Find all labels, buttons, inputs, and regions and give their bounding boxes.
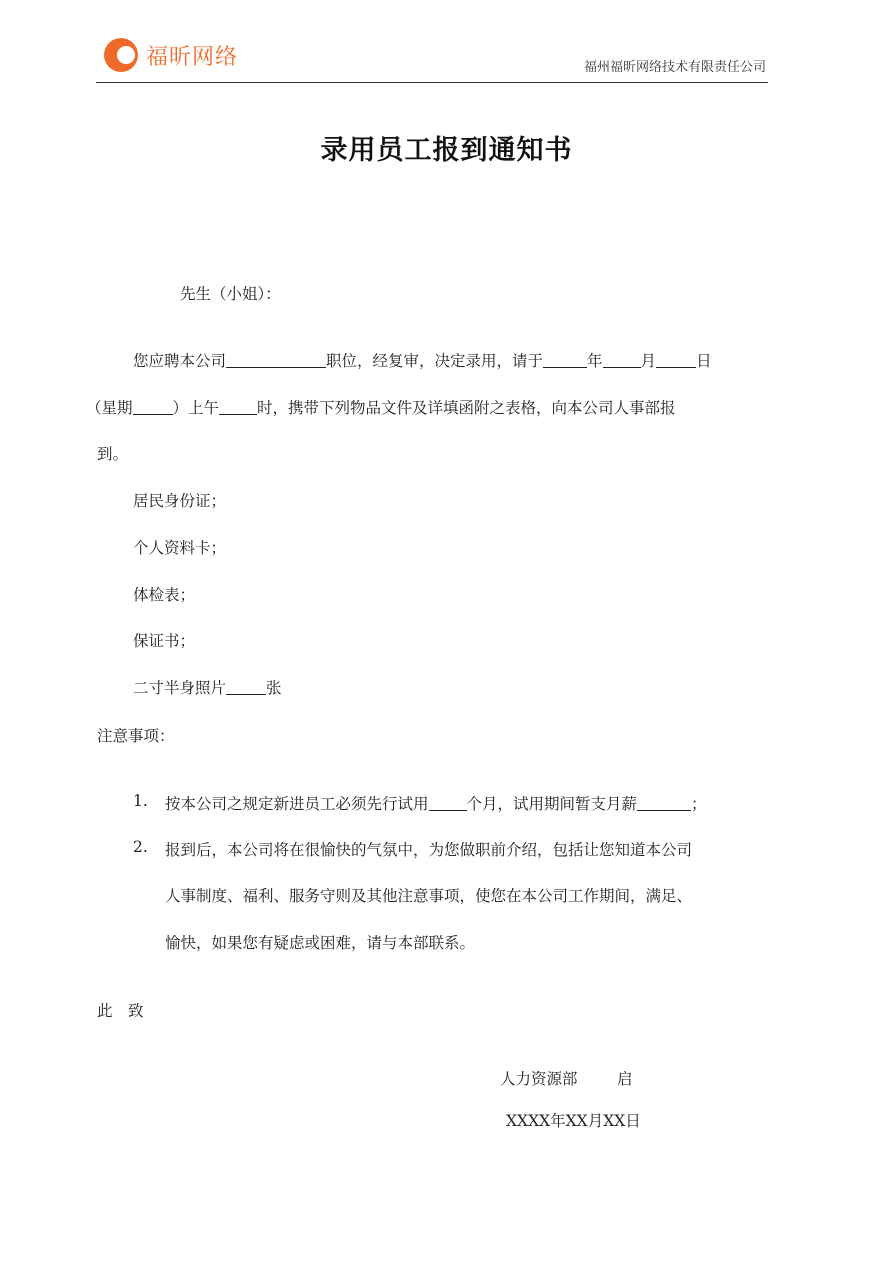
body-text: 您应聘本公司 xyxy=(133,352,227,370)
day-blank[interactable] xyxy=(656,352,696,368)
note-1 xyxy=(165,792,707,814)
body-text: 月 xyxy=(640,352,657,370)
salutation: 先生（小姐）： xyxy=(180,285,281,303)
weekday-blank[interactable] xyxy=(133,399,173,415)
photo-count-blank[interactable] xyxy=(226,679,266,695)
body-text: （星期 xyxy=(86,399,133,417)
logo xyxy=(104,38,238,72)
note-text: ； xyxy=(691,795,707,813)
signature-date: XXXX年XX月XX日 xyxy=(506,1112,641,1130)
item-photo xyxy=(133,676,282,698)
body-text: 职位，经复审，决定录用，请于 xyxy=(326,352,544,370)
body-text: 时，携带下列物品文件及详填函附之表格，向本公司人事部报 xyxy=(257,399,676,417)
photo-unit: 张 xyxy=(266,679,282,697)
logo-icon xyxy=(104,38,138,72)
signature-qi: 启 xyxy=(617,1070,633,1088)
month-blank[interactable] xyxy=(603,352,641,368)
document-title: 录用员工报到通知书 xyxy=(320,135,573,166)
page-header xyxy=(96,34,768,83)
item-profile-card: 个人资料卡； xyxy=(133,539,227,557)
body-text: ）上午 xyxy=(172,399,220,417)
signature-dept: 人力资源部 xyxy=(500,1070,578,1088)
position-blank[interactable] xyxy=(226,352,326,368)
note-2-number: 2. xyxy=(133,838,148,856)
body-line-1 xyxy=(133,349,712,371)
item-guarantee: 保证书； xyxy=(133,632,196,650)
photo-text: 二寸半身照片 xyxy=(133,679,227,697)
note-2-line-3: 愉快，如果您有疑虑或困难，请与本部联系。 xyxy=(165,934,476,952)
company-name: 福州福昕网络技术有限责任公司 xyxy=(583,60,766,75)
hour-blank[interactable] xyxy=(219,399,257,415)
note-2-line-2: 人事制度、福利、服务守则及其他注意事项，使您在本公司工作期间，满足、 xyxy=(165,887,693,905)
item-medical-form: 体检表； xyxy=(133,586,196,604)
body-line-2 xyxy=(86,396,676,418)
item-id-card: 居民身份证； xyxy=(133,492,227,510)
closing: 此 致 xyxy=(97,1002,144,1020)
year-blank[interactable] xyxy=(543,352,587,368)
body-line-3: 到。 xyxy=(97,445,129,463)
body-text: 年 xyxy=(587,352,603,370)
body-text: 日 xyxy=(696,352,712,370)
note-2-line-1: 报到后，本公司将在很愉快的气氛中，为您做职前介绍，包括让您知道本公司 xyxy=(165,841,693,859)
probation-months-blank[interactable] xyxy=(429,795,467,811)
notes-title: 注意事项： xyxy=(97,727,175,745)
note-text: 按本公司之规定新进员工必须先行试用 xyxy=(165,795,429,813)
salary-blank[interactable] xyxy=(637,795,691,811)
note-text: 个月，试用期间暂支月薪 xyxy=(466,795,638,813)
note-1-number: 1. xyxy=(133,792,148,810)
logo-text: 福昕网络 xyxy=(146,44,239,70)
